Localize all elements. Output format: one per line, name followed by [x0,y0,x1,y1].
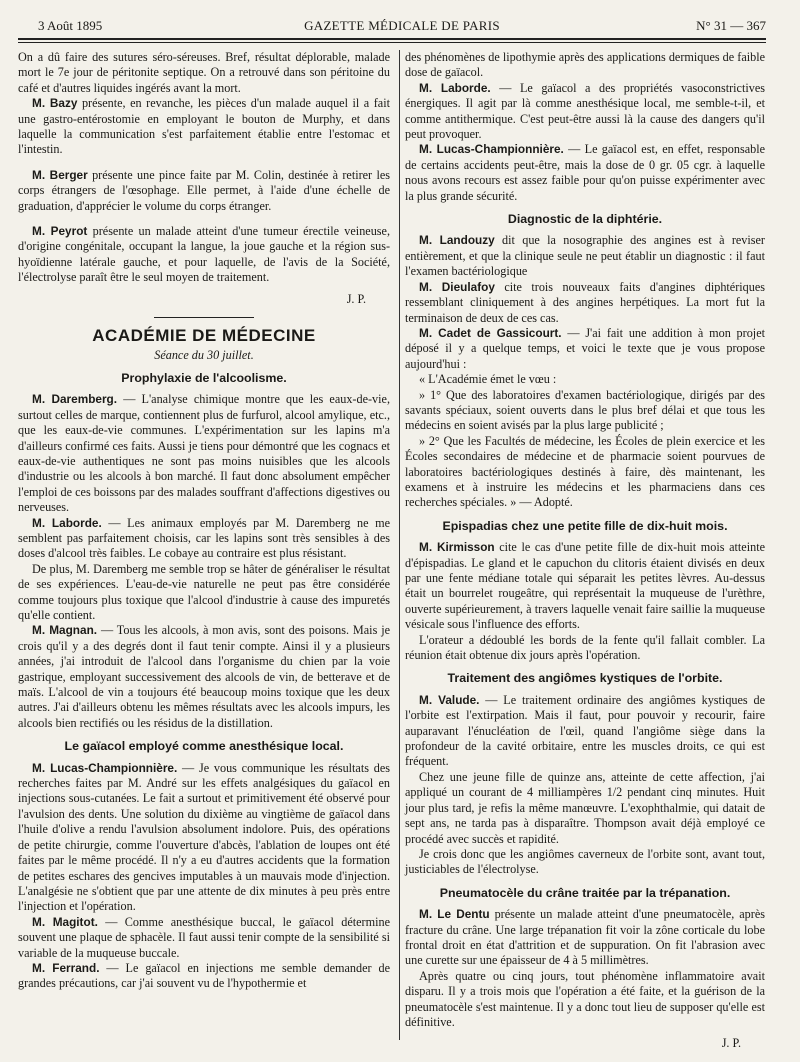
speaker-name: M. Landouzy [419,233,495,248]
section-heading: Prophylaxie de l'alcoolisme. [121,370,287,385]
paragraph-daremberg: M. Daremberg. — L'analyse chimique montre que les eaux-de-vie, surtout celles de marque, contiennent plus de furfurol, alcool amylique, etc., que les eaux-de-vie communes. L'expérimentation sur les lapins m'a d'ailleurs confirmé ces faits. Aussi je tiens pour démontré que les cognacs et eaux-de-vie authentiques ne sont pas moins nuisibles que les alcools d'industrie ou les alcools à bon marché. Il faut donc absolument empêcher l'emploi de ces boissons par des malades souffrant d'affections digestives ou nerveuses. [18,392,390,515]
paragraph: Je crois donc que les angiômes caverneux de l'orbite sont, avant tout, justiciables de l'électrolyse. [405,846,765,877]
signature: J. P. [721,1036,741,1051]
paragraph: des phénomènes de lipothymie après des applications dermiques de faible dose de gaïacol. [405,50,765,80]
speaker-name: M. Lucas-Championnière. [32,760,178,775]
speaker-name: M. Bazy [32,96,78,111]
paragraph-laborde: M. Laborde. — Le gaïacol a des propriétés vasoconstrictives énergiques. Il agit par là comme anesthésique local, me semble-t-il, et comme antithermique. C'est peut-être aussi là la cause des dangers qu'il peut provoquer. [405,80,765,142]
paragraph: » 2° Que les Facultés de médecine, les Écoles de plein exercice et les Écoles secondaires de médecine et de pharmacie soient pourvues de laboratoires bactériologiques destinés à faire, dès maintenant, les examens et à instruire les médecins et les pharmaciens dans ces recherches spéciales. » — Adopté. [405,433,765,510]
academy-heading: ACADÉMIE DE MÉDECINE [92,326,316,346]
page-number: N° 31 — 367 [696,18,766,33]
header-rule [18,38,766,40]
paragraph: De plus, M. Daremberg me semble trop se hâter de généraliser le résultat de ses expériences. L'eau-de-vie naturelle ne peut pas être considérée comme toujours plus toxique que l'alcool d'industrie à cause des impuretés qu'elle contient. [18,561,390,622]
paragraph: L'orateur a dédoublé les bords de la fente qu'il fallait combler. La réunion était obtenue dix jours après l'opération. [405,632,765,663]
speaker-name: M. Laborde. [419,80,491,95]
paragraph: « L'Académie émet le vœu : [419,372,557,387]
right-column [405,50,765,1052]
paragraph-lucas: M. Lucas-Championnière. — Le gaïacol est, en effet, responsable de certains accidents peut-être, mais la dose de 0 gr. 05 cgr. à laquelle nous avons recours est assez faible pour qu'on puisse expérimenter avec la plus grande sécurité. [405,142,766,203]
paragraph-ledentu: M. Le Dentu présente un malade atteint d'une pneumatocèle, après fracture du crâne. Une large trépanation fit voir la zône corticale du lobe frontal droit en état d'attrition et de suppuration. On fit l'abrasion avec une curette sur une épaisseur de 4 à 5 millimètres. [405,907,765,968]
paragraph-laborde: M. Laborde. — Les animaux employés par M. Daremberg ne me semblent pas parfaitement choisis, car les lapins sont très sensibles à des doses d'alcool très faibles. Le cobaye au contraire est plus résistant. [18,515,390,561]
paragraph-magitot: M. Magitot. — Comme anesthésique buccal, le gaïacol détermine souvent une plaque de sphacèle. Il faut aussi tenir compte de la sensibilité si variable de la muqueuse buccale. [18,914,390,960]
speaker-name: M. Daremberg. [32,392,118,407]
header-rule-thin [18,42,766,43]
section-heading: Epispadias chez une petite fille de dix-huit mois. [442,518,728,533]
paragraph-valude: M. Valude. — Le traitement ordinaire des angiômes kystiques de l'orbite est l'extirpation. Mais il faut, pour pouvoir y recourir, faire auparavant l'énucléation de l'œil, quand l'angiôme siège dans la profondeur de la cavité orbitaire, entre les muscles droits, ce qui est fréquent. [405,692,765,769]
paragraph: Après quatre ou cinq jours, tout phénomène inflammatoire avait disparu. Il y a trois mois que l'opération a été faite, et la guérison de la pneumatocèle s'est maintenue. Il y a donc tout lieu de supposer qu'elle est définitive. [405,968,765,1029]
section-heading: Diagnostic de la diphtérie. [507,212,663,227]
section-heading: Pneumatocèle du crâne traitée par la trépanation. [439,885,731,900]
section-heading: Traitement des angiômes kystiques de l'orbite. [447,671,723,686]
column-divider [399,50,400,1040]
speaker-name: M. Magitot. [32,914,98,929]
paragraph: On a dû faire des sutures séro-séreuses. Bref, résultat déplorable, malade mort le 7e jour de péritonite septique. On a retrouvé dans son péritoine du café et d'autres liquides ingérés avant la mort. [18,50,390,95]
page-header [38,18,766,38]
paragraph-cadet: M. Cadet de Gassicourt. — J'ai fait une addition à mon projet déposé il y a quelque temps, et voici le texte que je vous propose aujourd'hui : [405,325,765,371]
section-heading: Le gaïacol employé comme anesthésique local. [64,739,344,754]
speaker-name: M. Valude. [419,692,480,707]
signature: J. P. [346,291,366,306]
speaker-name: M. Dieulafoy [419,279,495,294]
speaker-name: M. Laborde. [32,515,102,530]
speaker-name: M. Peyrot [32,224,88,239]
paragraph-ferrand: M. Ferrand. — Le gaïacol en injections me semble demander de grandes précautions, car j'ai souvent vu de l'hypothermie et [18,960,390,991]
speaker-name: M. Lucas-Championnière. [419,142,564,157]
paragraph: Chez une jeune fille de quinze ans, atteinte de cette affection, j'ai appliqué un courant de 4 milliampères 1/2 pendant cinq minutes. Huit jour plus tard, je refis la même manœuvre. L'exophthalmie, qui datait de sept ans, ne tarda pas à disparaître. Thompson avait déjà employé ce procédé avec succès et rapidité. [405,769,765,846]
issue-date: 3 Août 1895 [38,18,103,33]
speaker-name: M. Magnan. [32,623,98,638]
paragraph: » 1° Que des laboratoires d'examen bactériologique, dirigés par des savants spéciaux, soient ouverts dans le plus bref délai et que tous les médecins en soient avisés par la plus large publicité ; [405,387,765,433]
paragraph-peyrot: M. Peyrot présente un malade atteint d'une tumeur érectile veineuse, d'origine congénitale, occupant la langue, la joue gauche et la région sus-hyoïdienne latérale gauche, et pour laquelle, de l'avis de la Société, l'électrolyse paraît être le seul moyen de traitement. [18,224,390,285]
left-column [18,50,390,992]
paragraph-dieulafoy: M. Dieulafoy cite trois nouveaux faits d'angines diphtériques ressemblant cliniquement à des angines herpétiques. La mort fut la terminaison de deux de ces cas. [405,279,765,325]
paragraph-berger: M. Berger présente une pince faite par M. Colin, destinée à retirer les corps étrangers de l'œsophage. Elle permet, à l'aide d'une échelle de graduation, d'apprécier le volume du corps étranger. [18,167,390,213]
speaker-name: M. Cadet de Gassicourt. [419,325,562,340]
speaker-name: M. Le Dentu [419,907,490,922]
paragraph-lucas: M. Lucas-Championnière. — Je vous communique les résultats des recherches faites par M. André sur les effets analgésiques du gaïacol en injections sous-cutanées. Le fait a surtout et primitivement été observé pour l'avulsion des dents. Une solution du dixième au vingtième de gaïacol dans l'huile d'olive a rendu l'avulsion absolument indolore. Puis, des opérations de petite chirurgie, comme l'ouverture d'abcès, l'ablation de loupes ont été faites par le même procédé. Il n'y a eu d'autres accidents que la formation de petites eschares des gencives imputables à un mauvais mode d'injection. L'analgésie ne s'obtient que par une attente de dix minutes à peu près entre l'injection et l'opération. [18,760,390,914]
session-date: Séance du 30 juillet. [154,347,254,362]
paragraph-bazy: M. Bazy présente, en revanche, les pièces d'un malade auquel il a fait une gastro-entérostomie en employant le bouton de Murphy, et dans laquelle la communication s'est parfaitement établie entre l'estomac et l'intestin. [18,96,390,157]
journal-title: GAZETTE MÉDICALE DE PARIS [304,18,500,33]
speaker-name: M. Berger [32,167,88,182]
paragraph-kirmisson: M. Kirmisson cite le cas d'une petite fille de dix-huit mois atteinte d'épispadias. Le gland et le capuchon du clitoris étaient divisés en deux par une fente médiane totale qui séparait les petites lèvres. Au-dessus était un bourrelet rougeâtre, qui représentait la muqueuse de l'urèthre, ouverte supérieurement, à travers laquelle venait faire saillie la muqueuse vésicale sous l'influence des efforts. [405,540,765,632]
speaker-name: M. Ferrand. [32,960,100,975]
section-rule [154,317,254,318]
speaker-name: M. Kirmisson [419,540,495,555]
paragraph-magnan: M. Magnan. — Tous les alcools, à mon avis, sont des poisons. Mais je crois qu'il y a des degrés dont il faut tenir compte. Ainsi il y a plusieurs années, j'ai introduit de l'alcool dans l'organisme du chien par la voie gastrique, employant successivement des alcools de vin, de betterave et de maïs. L'alcool de vin a toujours été beaucoup moins toxique que les deux autres. J'ai d'ailleurs obtenu les mêmes résultats avec les alcools impurs, les alcools bien rectifiés ou les résidus de la distillation. [18,623,390,730]
paragraph-landouzy: M. Landouzy dit que la nosographie des angines est à reviser entièrement, et que la clinique seule ne peut établir un diagnostic : il faut l'examen bactériologique [405,233,765,279]
